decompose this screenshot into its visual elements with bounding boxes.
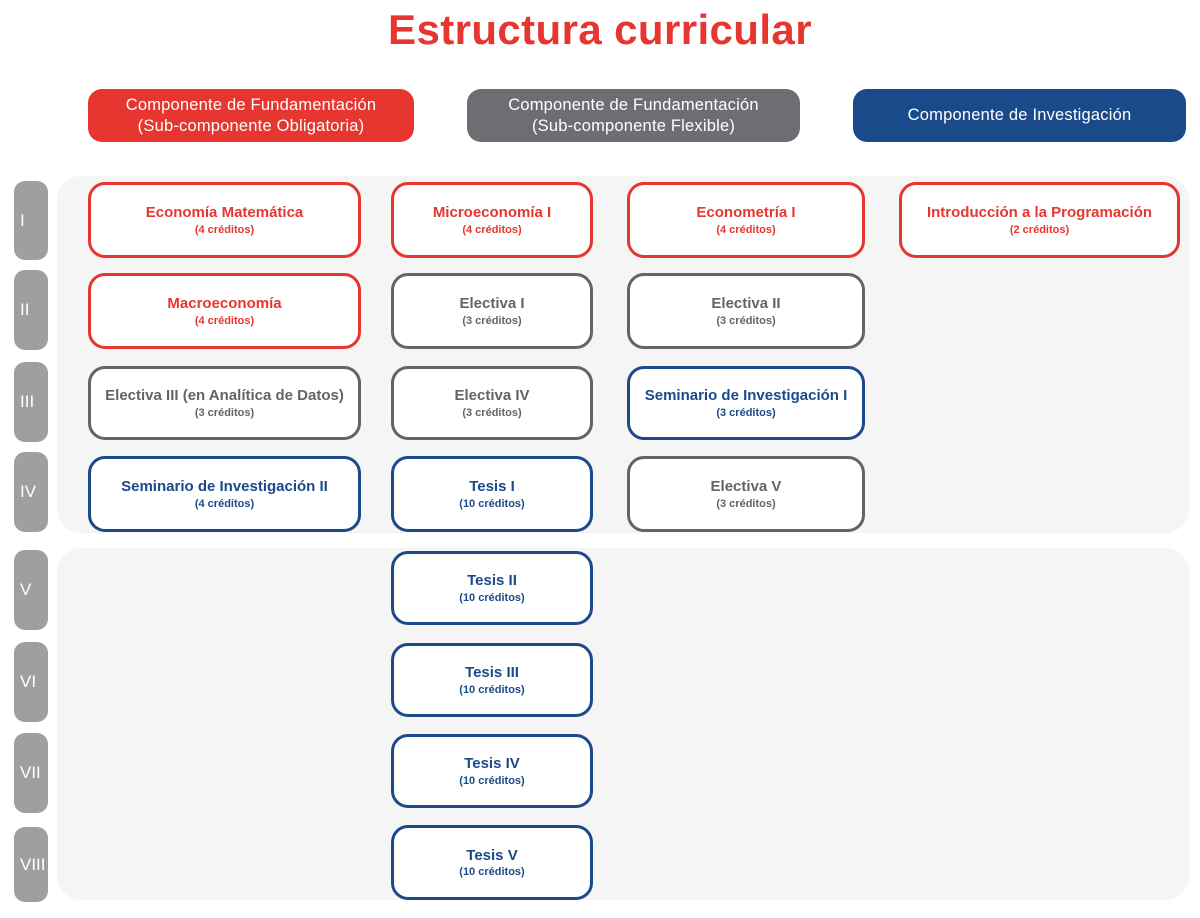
legend-badge-line1: Componente de Investigación: [907, 106, 1132, 125]
course-credits: (4 créditos): [194, 314, 255, 327]
semesters-5-8-panel: [57, 548, 1189, 900]
legend-badge-fundamentacion-flexible: [467, 89, 800, 142]
legend-badge-line2: (Sub-componente Obligatoria): [137, 116, 365, 135]
course-box-electiva-4: [391, 366, 593, 440]
semester-label-vi: [14, 642, 48, 722]
semester-label-iii: [14, 362, 48, 442]
semester-numeral: VIII: [20, 854, 46, 874]
course-credits: (4 créditos): [716, 223, 776, 236]
semester-label-v: [14, 550, 48, 630]
semester-label-i: [14, 181, 48, 260]
legend-badge-line1: Componente de Fundamentación: [508, 96, 759, 115]
course-credits: (10 créditos): [459, 683, 525, 696]
course-title: Tesis IV: [464, 755, 520, 773]
semester-numeral: IV: [20, 482, 37, 501]
course-credits: (4 créditos): [194, 497, 255, 510]
semester-numeral: VI: [20, 672, 37, 691]
course-box-electiva-3: [88, 366, 361, 440]
course-box-tesis-4: [391, 734, 593, 808]
course-credits: (10 créditos): [459, 497, 525, 510]
course-box-tesis-5: [391, 825, 593, 900]
semester-label-vii: [14, 733, 48, 813]
course-credits: (3 créditos): [462, 314, 522, 327]
course-box-macroeconomia: [88, 273, 361, 349]
course-title: Tesis III: [465, 664, 519, 682]
course-title: Electiva I: [459, 295, 525, 313]
semester-numeral: I: [20, 210, 25, 230]
course-title: Macroeconomía: [167, 295, 282, 313]
page-title: Estructura curricular: [388, 6, 812, 53]
semester-label-viii: [14, 827, 48, 902]
semester-label-ii: [14, 270, 48, 350]
course-title: Electiva V: [710, 478, 782, 496]
course-box-tesis-1: [391, 456, 593, 532]
semester-numeral: II: [20, 300, 30, 319]
course-credits: (10 créditos): [459, 774, 525, 787]
course-credits: (10 créditos): [459, 591, 525, 604]
course-credits: (3 créditos): [462, 406, 522, 419]
course-box-seminario-investigacion-1: [627, 366, 865, 440]
course-box-intro-programacion: [899, 182, 1180, 258]
course-box-tesis-2: [391, 551, 593, 625]
semester-numeral: III: [20, 392, 35, 411]
course-box-microeconomia-1: [391, 182, 593, 258]
legend-badge-fundamentacion-obligatoria: [88, 89, 414, 142]
legend-badge-line1: Componente de Fundamentación: [125, 96, 377, 115]
course-title: Seminario de Investigación I: [644, 387, 848, 405]
course-title: Electiva III (en Analítica de Datos): [105, 387, 344, 405]
semester-numeral: V: [20, 580, 32, 599]
course-credits: (3 créditos): [194, 406, 255, 419]
course-title: Seminario de Investigación II: [121, 478, 328, 496]
course-box-seminario-investigacion-2: [88, 456, 361, 532]
course-title: Economía Matemática: [145, 204, 304, 222]
course-box-electiva-2: [627, 273, 865, 349]
course-title: Electiva IV: [454, 387, 530, 405]
semester-numeral: VII: [20, 763, 41, 782]
course-credits: (4 créditos): [462, 223, 522, 236]
course-credits: (2 créditos): [1009, 223, 1070, 236]
course-title: Microeconomía I: [432, 204, 552, 222]
course-title: Electiva II: [711, 295, 781, 313]
course-title: Tesis II: [467, 572, 517, 590]
legend-badge-investigacion: [853, 89, 1186, 142]
course-box-tesis-3: [391, 643, 593, 717]
course-title: Tesis I: [469, 478, 515, 496]
course-credits: (3 créditos): [716, 406, 776, 419]
semester-label-iv: [14, 452, 48, 532]
course-box-economia-matematica: [88, 182, 361, 258]
course-credits: (10 créditos): [459, 866, 525, 879]
course-title: Econometría I: [696, 204, 796, 222]
course-credits: (3 créditos): [716, 314, 776, 327]
course-credits: (3 créditos): [716, 497, 776, 510]
legend-badge-line2: (Sub-componente Flexible): [531, 116, 736, 135]
course-credits: (4 créditos): [194, 223, 255, 236]
course-box-electiva-1: [391, 273, 593, 349]
course-box-econometria-1: [627, 182, 865, 258]
course-title: Introducción a la Programación: [926, 204, 1153, 222]
course-box-electiva-5: [627, 456, 865, 532]
course-title: Tesis V: [466, 846, 518, 864]
